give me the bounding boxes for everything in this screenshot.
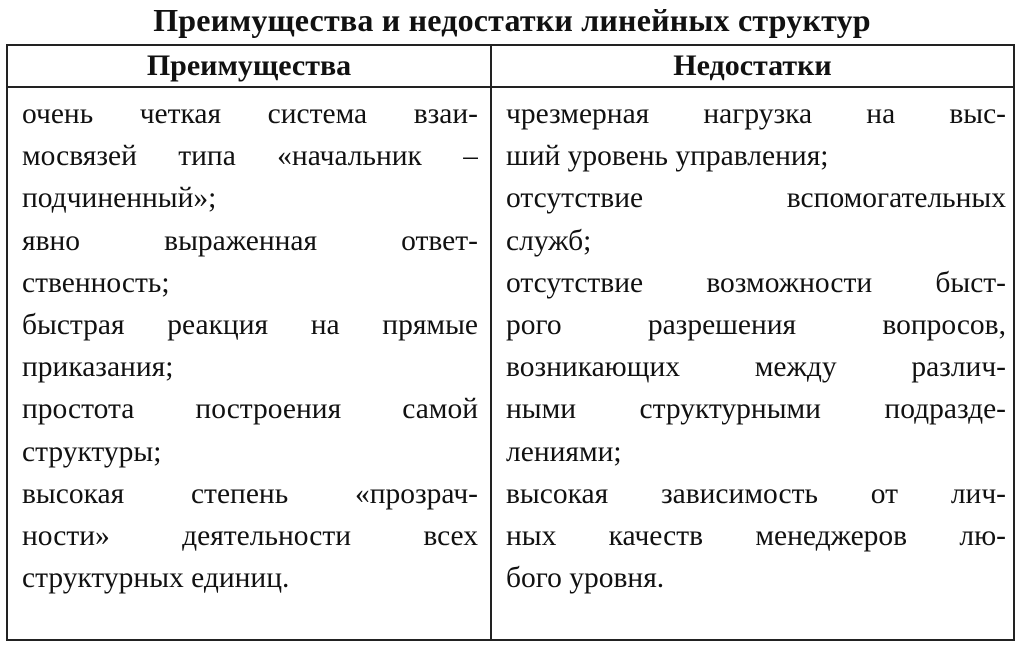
disadvantages-line: отсутствие возможности быст- (506, 266, 1006, 299)
disadvantages-line: бого уровня. (506, 562, 665, 595)
advantages-line: ности» деятельности всех (22, 519, 478, 552)
page-title: Преимущества и недостатки линейных структур (153, 2, 871, 38)
advantages-line: высокая степень «прозрач- (22, 477, 478, 510)
disadvantages-line: чрезмерная нагрузка на выс- (506, 98, 1006, 130)
advantages-line: подчиненный»; (22, 182, 217, 215)
advantages-line: явно выраженная ответ- (22, 224, 478, 257)
disadvantages-line: лениями; (506, 435, 622, 468)
disadvantages-line: ший уровень управления; (506, 140, 829, 173)
advantages-line: структурных единиц. (22, 562, 290, 595)
advantages-line: очень четкая система взаи- (22, 98, 478, 130)
advantages-line: структуры; (22, 435, 162, 468)
advantages-cell (22, 93, 478, 599)
comparison-table (6, 44, 1015, 641)
disadvantages-cell (506, 93, 1006, 599)
column-divider (490, 46, 492, 639)
disadvantages-line: рого разрешения вопросов, (506, 308, 1006, 341)
advantages-line: приказания; (22, 351, 174, 384)
header-advantages: Преимущества (146, 49, 352, 82)
disadvantages-line: служб; (506, 224, 592, 257)
disadvantages-line: возникающих между различ- (506, 351, 1006, 384)
advantages-line: мосвязей типа «начальник – (22, 140, 478, 173)
advantages-line: простота построения самой (22, 393, 478, 426)
disadvantages-line: отсутствие вспомогательных (506, 182, 1006, 215)
advantages-line: быстрая реакция на прямые (22, 308, 478, 341)
disadvantages-line: ных качеств менеджеров лю- (506, 519, 1006, 552)
disadvantages-line: высокая зависимость от лич- (506, 477, 1006, 510)
advantages-line: ственность; (22, 266, 170, 299)
table-header-row (8, 46, 1013, 88)
header-disadvantages: Недостатки (673, 49, 832, 82)
disadvantages-line: ными структурными подразде- (506, 393, 1006, 426)
